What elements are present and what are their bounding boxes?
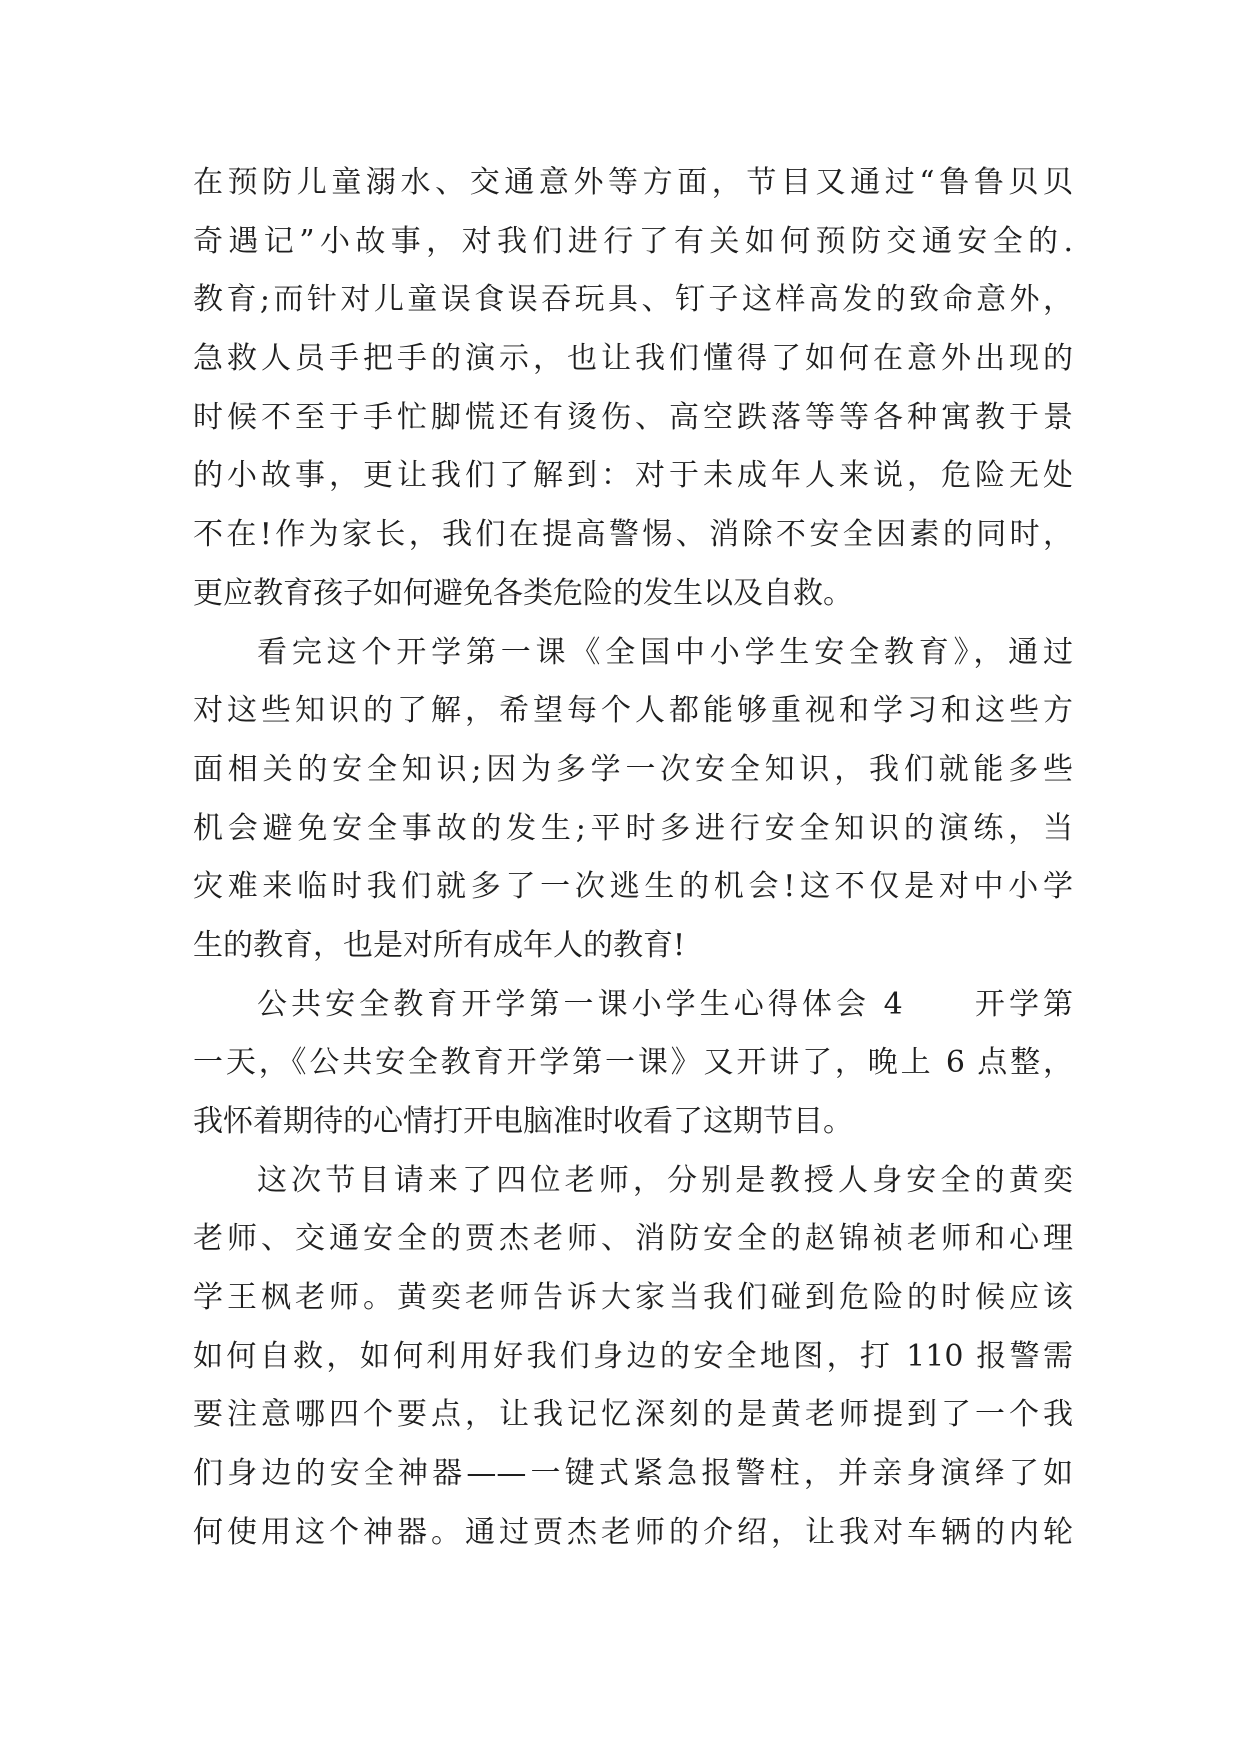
text-line: 奇遇记”小故事，对我们进行了有关如何预防交通安全的.: [193, 223, 1073, 259]
text-line: 面相关的安全知识;因为多学一次安全知识，我们就能多些: [193, 751, 1073, 787]
text-line: 一天，《公共安全教育开学第一课》又开讲了，晚上 6 点整，: [193, 1045, 1073, 1081]
text-line: 老师、交通安全的贾杰老师、消防安全的赵锦祯老师和心理: [193, 1221, 1073, 1257]
paragraph-4: [193, 1152, 1073, 1563]
text-line: 时候不至于手忙脚慌还有烫伤、高空跌落等等各种寓教于景: [193, 399, 1073, 435]
paragraph-1: [193, 154, 1073, 624]
document-body: [193, 154, 1073, 1563]
text-line: 这次节目请来了四位老师，分别是教授人身安全的黄奕: [257, 1162, 1073, 1198]
text-line: 不在!作为家长，我们在提高警惕、消除不安全因素的同时，: [193, 517, 1073, 553]
text-line: 灾难来临时我们就多了一次逃生的机会!这不仅是对中小学: [193, 869, 1073, 905]
text-line: 如何自救，如何利用好我们身边的安全地图，打 110 报警需: [193, 1338, 1073, 1374]
text-line: 看完这个开学第一课《全国中小学生安全教育》，通过: [257, 634, 1073, 670]
text-line: 们身边的安全神器——一键式紧急报警柱，并亲身演绎了如: [193, 1456, 1073, 1492]
text-line: 更应教育孩子如何避免各类危险的发生以及自救。: [193, 575, 853, 611]
text-line: 何使用这个神器。通过贾杰老师的介绍，让我对车辆的内轮: [193, 1514, 1073, 1550]
text-line: 要注意哪四个要点，让我记忆深刻的是黄老师提到了一个我: [193, 1397, 1073, 1433]
text-line: 教育;而针对儿童误食误吞玩具、钉子这样高发的致命意外，: [193, 282, 1073, 318]
text-line: 生的教育，也是对所有成年人的教育!: [193, 927, 686, 963]
text-line: 对这些知识的了解，希望每个人都能够重视和学习和这些方: [193, 693, 1073, 729]
text-line: 急救人员手把手的演示，也让我们懂得了如何在意外出现的: [193, 341, 1073, 377]
text-line: 公共安全教育开学第一课小学生心得体会 4 开学第: [257, 986, 1073, 1022]
paragraph-3: [193, 976, 1073, 1152]
paragraph-2: [193, 624, 1073, 976]
text-line: 机会避免安全事故的发生;平时多进行安全知识的演练，当: [193, 810, 1073, 846]
text-line: 我怀着期待的心情打开电脑准时收看了这期节目。: [193, 1104, 853, 1139]
text-line: 学王枫老师。黄奕老师告诉大家当我们碰到危险的时候应该: [193, 1280, 1073, 1316]
text-line: 的小故事，更让我们了解到：对于未成年人来说，危险无处: [193, 458, 1073, 494]
text-line: 在预防儿童溺水、交通意外等方面，节目又通过“鲁鲁贝贝: [193, 165, 1073, 200]
